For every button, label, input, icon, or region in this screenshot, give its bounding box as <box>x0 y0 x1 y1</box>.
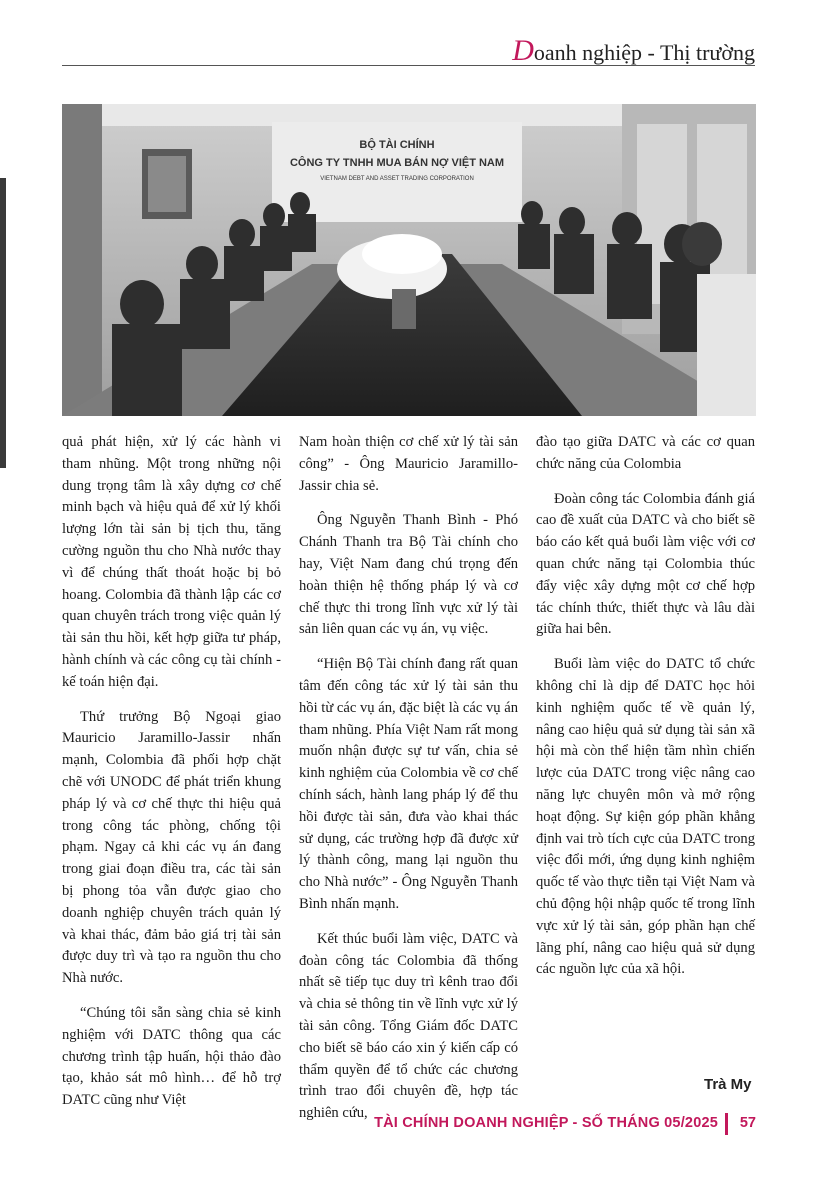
article-column-1 <box>62 432 281 1125</box>
publication-name: TÀI CHÍNH DOANH NGHIỆP - SỐ THÁNG 05/2025 <box>374 1115 718 1131</box>
page-number: 57 <box>739 1115 756 1131</box>
paragraph: Ông Nguyễn Thanh Bình - Phó Chánh Thanh tra Bộ Tài chính cho hay, Việt Nam đang chú trọng đến hoàn thiện hệ thống pháp lý và cơ chế thực thi trong lĩnh vực xử lý tài sản liên quan các vụ án, vụ việc. <box>299 512 518 638</box>
article-column-3 <box>536 432 755 994</box>
article-column-2 <box>299 432 518 1138</box>
paragraph: Thứ trưởng Bộ Ngoại giao Mauricio Jaramillo-Jassir nhấn mạnh, Colombia đã phối hợp chặt chẽ với UNODC để phát triển khung pháp lý và cơ chế thực thi hiệu quả trong công tác phòng, chống tội phạm. Ngay cả khi các vụ án đang trong giai đoạn điều tra, các tài sản bị phong tỏa vẫn được giao cho doanh nghiệp chuyên trách quản lý và khai thác, đảm bảo giá trị tài sản được duy trì và tạo ra nguồn thu cho Nhà nước. <box>62 708 281 987</box>
paragraph: quả phát hiện, xử lý các hành vi tham nhũng. Một trong những nội dung trọng tâm là xây dựng cơ chế minh bạch và hiệu quả để xử lý khối lượng lớn tài sản bị tịch thu, tăng cường nguồn thu cho Nhà nước thay vì để chúng thất thoát hoặc bị bỏ hoang. Colombia đã thành lập các cơ quan chuyên trách trong việc quản lý tài sản thu hồi, kết hợp giữa tư pháp, hành chính và các công cụ tài chính - kế toán hiện đại. <box>62 434 281 690</box>
section-title <box>512 34 755 68</box>
wall-sign-text: VIETNAM DEBT AND ASSET TRADING CORPORATION <box>320 176 474 182</box>
wall-sign-text: BỘ TÀI CHÍNH <box>359 139 435 151</box>
article-body <box>62 432 756 1122</box>
header-rule <box>62 65 755 66</box>
paragraph: “Hiện Bộ Tài chính đang rất quan tâm đến công tác xử lý tài sản thu hồi từ các vụ án, đặc biệt là các vụ án tham nhũng. Phía Việt Nam rất mong muốn nhận được sự tư vấn, chia sẻ kinh nghiệm của Colombia về cơ chế chính sách, hành lang pháp lý để thu hồi được tài sản, đưa vào khai thác sử dụng, các trường hợp đã được xử lý thành công, mang lại nguồn thu cho Nhà nước” - Ông Nguyễn Thanh Bình nhấn mạnh. <box>299 656 519 912</box>
paragraph: đào tạo giữa DATC và các cơ quan chức năng của Colombia <box>536 434 755 472</box>
wall-sign-text: CÔNG TY TNHH MUA BÁN NỢ VIỆT NAM <box>289 157 505 169</box>
paragraph: Kết thúc buổi làm việc, DATC và đoàn công tác Colombia đã thống nhất sẽ tiếp tục duy trì kênh trao đổi và chia sẻ thông tin về lĩnh vực xử lý tài sản công. Tổng Giám đốc DATC cho biết sẽ báo cáo xin ý kiến cấp có thẩm quyền để tổ chức các chương trình trao đổi chuyên đề, hợp tác nghiên cứu, <box>299 930 518 1122</box>
article-author: Trà My <box>704 1076 752 1093</box>
page-footer <box>62 1113 756 1137</box>
paragraph: Buổi làm việc do DATC tổ chức không chỉ là dịp để DATC học hỏi kinh nghiệm quốc tế về quản lý, nâng cao hiệu quả sử dụng tài sản xã hội mà còn thể hiện tầm nhìn chiến lược của DATC trong việc nâng cao năng lực chuyên môn và mở rộng hoạt động. Sự kiện góp phần khẳng định vai trò tích cực của DATC trong việc đổi mới, ứng dụng kinh nghiệm quốc tế vào thực tiễn tại Việt Nam và chủ động hội nhập quốc tế trong lĩnh vực xử lý tài sản, góp phần hạn chế lãng phí, nâng cao hiệu quả sử dụng các nguồn lực của xã hội. <box>536 656 755 978</box>
section-header <box>62 28 755 67</box>
paragraph: Đoàn công tác Colombia đánh giá cao đề xuất của DATC và cho biết sẽ báo cáo kết quả buổi làm việc với cơ quan chức năng tại Colombia thúc đẩy việc xây dựng một cơ chế hợp tác chính thức, thiết thực và lâu dài giữa hai bên. <box>536 490 755 638</box>
section-title-rest: oanh nghiệp - Thị trường <box>533 40 755 65</box>
page-edge-mark <box>0 178 6 468</box>
meeting-photo-illustration <box>62 104 756 416</box>
paragraph: Nam hoàn thiện cơ chế xử lý tài sản công” - Ông Mauricio Jaramillo-Jassir chia sẻ. <box>299 434 518 494</box>
section-title-initial: D <box>512 34 534 67</box>
footer-divider <box>725 1113 728 1135</box>
meeting-photo <box>62 104 756 416</box>
paragraph: “Chúng tôi sẵn sàng chia sẻ kinh nghiệm với DATC thông qua các chương trình tập huấn, hội thảo đào tạo, khảo sát mô hình… để hỗ trợ DATC cũng như Việt <box>62 1004 281 1109</box>
